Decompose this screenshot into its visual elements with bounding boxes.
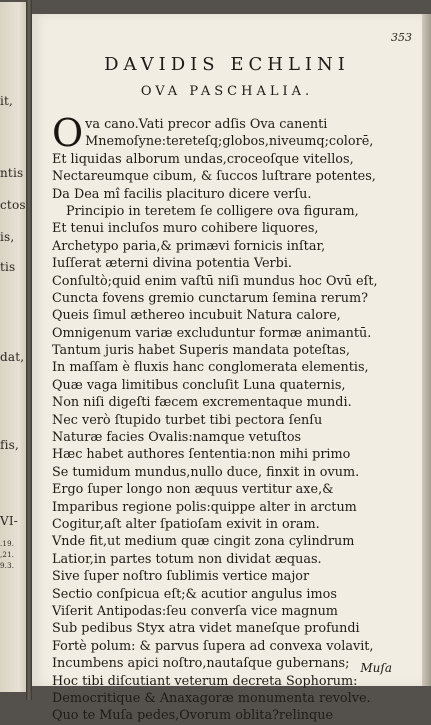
verse-line: Hoc tibi diſcutiant veterum decreta Sophorum:: [52, 673, 358, 689]
verse-line: Fortè polum: & parvus ſupera ad convexa volavit,: [52, 638, 374, 654]
verse-line: Omnigenum variæ excluduntur formæ animantū.: [52, 325, 372, 341]
verse-line: Sub pedibus Styx atra videt maneſque profundi: [52, 621, 360, 637]
verse-line: Conſultò;quid enim vaſtū niſi mundus hoc Ovū eſt,: [52, 273, 378, 289]
margin-fragment: ctos: [0, 198, 26, 212]
verse-line: Quo te Muſa pedes,Ovorum oblita?relinque: [52, 708, 334, 724]
verse-line: In maſſam è fluxis hanc conglomerata elementis,: [52, 360, 369, 376]
facing-page-edge: [0, 2, 27, 692]
verse-line: Vnde fit,ut medium quæ cingit zona cylindrum: [52, 534, 355, 550]
margin-fragment: tis: [0, 260, 16, 274]
verse-line: Quæ vaga limitibus concluſit Luna quaternis,: [52, 377, 346, 393]
verse-line: Democritique & Anaxagoræ monumenta revolve.: [52, 690, 371, 706]
verse-line: Se tumidum mundus,nullo duce, finxit in ovum.: [52, 464, 360, 480]
margin-fragment: dat,: [0, 350, 25, 364]
verse-line: Nectareumque cibum, & ſuccos luſtrare potentes,: [52, 169, 376, 185]
page-title: DAVIDIS ECHLINI: [104, 54, 350, 75]
verse-line: Principio in teretem ſe colligere ova figuram,: [66, 203, 359, 219]
verse-line: Cuncta fovens gremio cunctarum ſemina rerum?: [52, 290, 368, 306]
book-page: [32, 14, 422, 724]
margin-fragment: 9.3.: [0, 562, 15, 570]
verse-line: Latior,in partes totum non dividat æquas.: [52, 551, 322, 567]
page-number: 353: [391, 31, 412, 44]
verse-line: Non niſi digeſti fæcem excrementaque mundi.: [52, 395, 352, 411]
margin-fragment: ,21.: [0, 551, 15, 559]
margin-fragment: .19.: [0, 540, 15, 548]
verse-line: Et tenui incluſos muro cohibere liquores,: [52, 221, 319, 237]
verse-line: Ergo ſuper longo non æquus vertitur axe,&: [52, 482, 334, 498]
verse-line: Da Dea mî facilis placituro dicere verſu.: [52, 186, 312, 202]
verse-line: Cogitur,aſt alter ſpatioſam exivit in oram.: [52, 516, 320, 532]
verse-line: Nec verò ſtupido turbet tibi pectora ſenſu: [52, 412, 323, 428]
margin-fragment: VI-: [0, 514, 19, 528]
margin-fragment: it,: [0, 94, 14, 108]
catchword: Muſa: [360, 661, 392, 675]
verse-line: Tantum juris habet Superis mandata poteſtas,: [52, 343, 350, 359]
verse-line: Naturæ facies Ovalis:namque vetuſtos: [52, 430, 302, 446]
verse-line: Iuſſerat æterni divina potentia Verbi.: [52, 256, 293, 272]
verse-line: Archetypo paria,& primævi fornicis inſtar,: [52, 238, 326, 254]
verse-line: Et liquidas alborum undas,croceoſque vitellos,: [52, 151, 354, 167]
margin-fragment: fis,: [0, 438, 20, 452]
verse-line: va cano.Vati precor adſis Ova canenti: [85, 117, 328, 132]
page-subtitle: OVA PASCHALIA.: [140, 84, 314, 99]
verse-line: Mnemoſyne:tereteſq;globos,niveumq;colorē,: [85, 134, 374, 150]
verse-line: Queis ſimul æthereo incubuit Natura calore,: [52, 308, 341, 324]
poem-body: [52, 111, 414, 725]
margin-fragment: is,: [0, 230, 15, 244]
verse-line: Hæc habet authores ſententia:non mihi primo: [52, 447, 351, 463]
verse-line: Sive ſuper noſtro ſublimis vertice major: [52, 569, 310, 585]
margin-fragment: ntis: [0, 166, 24, 180]
verse-line: Sectio conſpicua eſt;& acutior angulus imos: [52, 586, 337, 602]
verse-line: Imparibus regione polis:quippe alter in arctum: [52, 499, 357, 515]
verse-line: Incumbens apici noſtro,nautaſque gubernans;: [52, 656, 350, 672]
drop-cap: O: [52, 111, 84, 155]
verse-line: Viſerit Antipodas:ſeu converſa vice magnum: [52, 603, 338, 619]
page-edge: [422, 14, 431, 686]
